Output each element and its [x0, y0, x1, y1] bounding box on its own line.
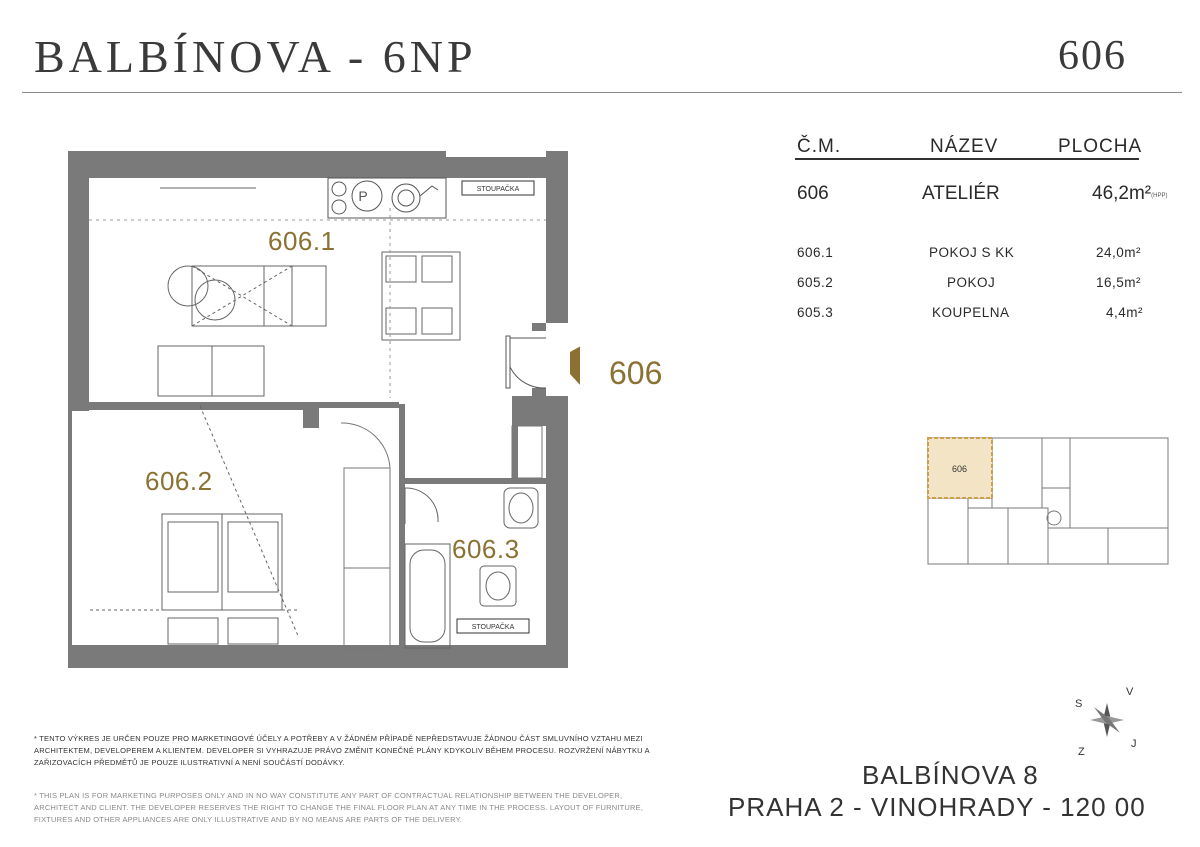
col-header-number: Č.M. [797, 136, 842, 157]
room-label-living: 606.1 [268, 226, 336, 256]
page-title: BALBÍNOVA - 6NP [34, 31, 477, 82]
kitchen-unit [328, 178, 446, 218]
room-row-number: 606.1 [797, 245, 834, 260]
col-header-area: PLOCHA [1058, 136, 1143, 157]
room-row-area: 24,0m² [1096, 245, 1142, 260]
compass-south: J [1131, 738, 1137, 750]
entry-door [506, 336, 546, 388]
room-row-name: POKOJ S KK [929, 245, 1015, 260]
riser-label: STOUPAČKA [476, 186, 520, 193]
unit-number: 606 [1058, 33, 1127, 79]
riser-box-top [462, 181, 534, 195]
room-row-area: 4,4m² [1106, 305, 1144, 320]
unit-area-value: 46,2m² [1092, 183, 1152, 204]
header-divider [22, 92, 1182, 93]
compass-icon [1072, 685, 1142, 755]
room-row-name: POKOJ [947, 275, 996, 290]
room-label-bedroom: 606.2 [145, 466, 213, 496]
table-header-rule [795, 158, 1139, 160]
dining-table [382, 252, 460, 340]
disclaimer-english: * THIS PLAN IS FOR MARKETING PURPOSES ONLY AND IN NO WAY CONSTITUTE ANY PART OF CONTRACTUAL RELATIONSHIP BETWEEN THE DEVELOPER, ARCHITECT AND CLIENT. THE DEVELOPER RESERVES THE RIGHT TO CHANGE THE FINAL FLOOR PLAN AT ANY TIME IN THE PROCESS. LAYOUT OF FURNITURE, FIXTURES AND OTHER APPLIANCES ARE ONLY ILLUSTRATIVE AND BY NO MEANS ARE PARTS OF THE DELIVERY. [34, 791, 644, 824]
entry-label: 606 [609, 355, 663, 391]
address-street: BALBÍNOVA 8 [862, 760, 1039, 790]
room-label-bathroom: 606.3 [452, 534, 520, 564]
room-row-number: 605.3 [797, 305, 834, 320]
compass-west: Z [1078, 746, 1085, 755]
living-furniture [158, 188, 326, 396]
key-plan-label: 606 [952, 464, 968, 474]
compass-east: V [1126, 686, 1134, 698]
address-city: PRAHA 2 - VINOHRADY - 120 00 [728, 792, 1146, 822]
compass-north: S [1075, 698, 1083, 710]
floor-plan [60, 148, 580, 673]
bedroom-furniture [90, 406, 299, 644]
unit-row-number: 606 [797, 183, 829, 204]
room-row-area: 16,5m² [1096, 275, 1142, 290]
unit-area-note: (HPP) [1151, 193, 1168, 199]
unit-row-area [1092, 183, 1167, 205]
col-header-name: NÁZEV [930, 136, 999, 157]
room-row-name: KOUPELNA [932, 305, 1010, 320]
key-plan [918, 434, 1176, 574]
entry-arrow-icon [570, 340, 580, 398]
riser-box-bottom [457, 619, 529, 633]
hob-label: P [358, 188, 368, 204]
riser-label: STOUPAČKA [471, 624, 515, 631]
disclaimer-czech: * TENTO VÝKRES JE URČEN POUZE PRO MARKETINGOVÉ ÚČELY A POTŘEBY A V ŽÁDNÉM PŘÍPADĚ NEPŘEDSTAVUJE ŽÁDNOU ČÁST SMLUVNÍHO VZTAHU MEZI ARCHITEKTEM, DEVELOPEREM A KLIENTEM. DEVELOPER SI VYHRAZUJE PRÁVO ZMĚNIT KONEČNÉ PLÁNY KDYKOLIV BĚHEM PROCESU. ROZVRŽENÍ NÁBYTKU A ZAŘIZOVACÍCH PŘEDMĚTŮ JE POUZE ILUSTRATIVNÍ A NENÍ SOUČÁSTÍ DODÁVKY. [34, 734, 650, 767]
room-row-number: 605.2 [797, 275, 834, 290]
unit-row-name: ATELIÉR [922, 183, 1000, 204]
